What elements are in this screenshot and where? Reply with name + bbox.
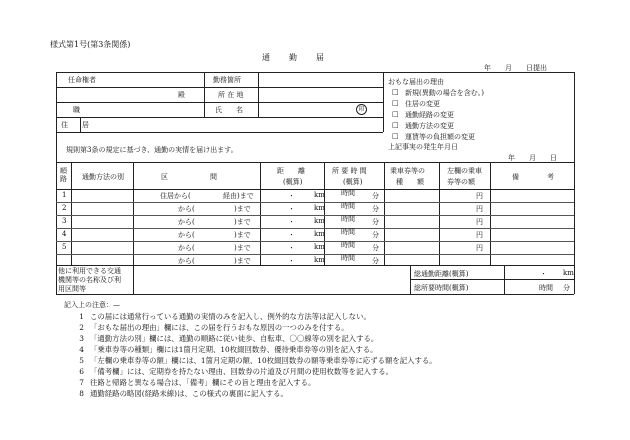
section-from: から( (178, 244, 195, 252)
time-min: 分 (372, 231, 379, 239)
time-hour: 時間 (341, 215, 355, 223)
checkbox-icon[interactable]: □ (392, 99, 399, 107)
note-number: 1 (79, 312, 84, 321)
time-min: 分 (372, 192, 379, 200)
header-left-fare-amount: 券等の額 (447, 178, 475, 186)
note-text: 「おもな届出の理由」欄には、この届を行うおもな原因の一つのみを付する。 (90, 323, 349, 332)
occurrence-label: 上記事実の発生年月日 (388, 143, 458, 151)
distance-unit: km (314, 217, 325, 225)
section-via: 経由)まで (223, 192, 254, 200)
distance-dot: ・ (288, 257, 295, 265)
reasons-heading: おもな届出の理由 (388, 78, 444, 86)
section-via: )まで (234, 218, 251, 226)
header-section: 区 間 (161, 173, 217, 181)
header-time-approx: (概算) (343, 178, 363, 186)
location-label: 所 在 地 (218, 91, 244, 99)
total-distance-label: 総通勤距離(概算) (414, 270, 469, 278)
distance-unit: km (314, 243, 325, 251)
row-number: 4 (62, 230, 67, 238)
note-item (70, 388, 288, 399)
distance-unit: km (314, 256, 325, 264)
statement: 規則第3条の規定に基づき、通勤の実情を届け出ます。 (66, 146, 238, 154)
note-number: 2 (79, 323, 84, 332)
total-distance-dot: ・ (540, 270, 547, 278)
section-from: 住居から( (160, 192, 191, 200)
notes-heading: 記入上の注意：— (64, 301, 120, 309)
checkbox-icon[interactable]: □ (392, 121, 399, 129)
frame-top (56, 72, 574, 73)
header-distance-approx: (概算) (283, 178, 303, 186)
honorific: 殿 (178, 91, 185, 99)
note-text: 「乗車券等の種類」欄には1箇月定期、10枚綴回数券、優待乗車券等の別を記入する。 (90, 345, 378, 354)
note-text: 通勤経路の略図(経路未線)は、この様式の裏面に記入する。 (90, 389, 288, 398)
frame-bottom (56, 294, 574, 295)
row-number: 1 (62, 191, 67, 199)
fare-yen: 円 (476, 192, 483, 200)
distance-dot: ・ (288, 205, 295, 213)
distance-dot: ・ (288, 218, 295, 226)
time-hour: 時間 (341, 202, 355, 210)
row-number: 3 (62, 217, 67, 225)
total-time-hour: 時間 (539, 284, 553, 292)
reason-item: 住居の変更 (405, 100, 440, 108)
note-number: 8 (79, 389, 84, 398)
checkbox-icon[interactable]: □ (392, 88, 399, 96)
note-text: 往路と帰路と異なる場合は、「備考」欄にその旨と理由を記入する。 (90, 378, 316, 387)
distance-dot: ・ (288, 244, 295, 252)
section-from: から( (178, 205, 195, 213)
time-min: 分 (372, 257, 379, 265)
reason-item: 通勤方法の変更 (405, 122, 454, 130)
section-via: )まで (234, 231, 251, 239)
total-time-label: 総所要時間(概算) (414, 284, 469, 292)
total-distance-unit: km (563, 269, 574, 277)
name-label: 氏 名 (215, 106, 243, 114)
header-remarks: 備 考 (512, 173, 554, 181)
submission-date: 年 月 日提出 (484, 64, 547, 72)
time-min: 分 (372, 218, 379, 226)
header-method: 通勤方法の別 (82, 173, 124, 181)
distance-unit: km (314, 230, 325, 238)
form-title: 通 勤 届 (262, 53, 325, 62)
note-item (70, 344, 378, 355)
occurrence-date: 年 月 日 (508, 154, 557, 162)
appointer-label: 任命権者 (68, 76, 96, 84)
row-number: 5 (62, 243, 67, 251)
note-item (70, 355, 437, 366)
time-min: 分 (372, 205, 379, 213)
fare-yen: 円 (476, 205, 483, 213)
checkbox-icon[interactable]: □ (392, 132, 399, 140)
header-time: 所 要 時 間 (332, 167, 367, 175)
section-from: から( (178, 231, 195, 239)
fare-yen: 円 (476, 231, 483, 239)
header-fare: 乗車券等の (390, 167, 425, 175)
fare-yen: 円 (476, 244, 483, 252)
note-number: 5 (79, 356, 84, 365)
distance-dot: ・ (288, 231, 295, 239)
header-number: 順路 (60, 167, 67, 183)
row-number: 2 (62, 204, 67, 212)
distance-unit: km (314, 204, 325, 212)
time-hour: 時間 (341, 228, 355, 236)
reason-item: 運賃等の負担額の変更 (405, 133, 475, 141)
time-hour: 時間 (341, 254, 355, 262)
frame-right (574, 72, 575, 294)
note-text: 「備考欄」には、定期券を持たない理由、回数券の片道及び月間の使用枚数等を記入する。 (90, 367, 394, 376)
note-item (70, 322, 349, 333)
section-from: から( (178, 257, 195, 265)
position-label: 職 (73, 106, 80, 114)
note-item (70, 333, 378, 344)
header-fare-kind: 種 額 (396, 178, 424, 186)
time-hour: 時間 (341, 241, 355, 249)
time-hour: 時間 (341, 189, 355, 197)
note-number: 3 (79, 334, 84, 343)
note-number: 6 (79, 367, 84, 376)
note-item (70, 366, 393, 377)
section-from: から( (178, 218, 195, 226)
note-number: 7 (79, 378, 84, 387)
workplace-label: 勤務箇所 (213, 76, 241, 84)
form-number: 様式第1号(第3条関係) (50, 40, 131, 49)
seal-icon: 印 (356, 104, 367, 115)
note-number: 4 (79, 345, 84, 354)
frame-left (56, 72, 57, 294)
note-text: 「通勤方法の別」欄には、通勤の順路に従い徒歩、自転車、〇〇線等の別を記入する。 (90, 334, 379, 343)
fare-yen: 円 (476, 218, 483, 226)
note-item (70, 377, 315, 388)
header-left-fare: 左欄の乗車 (447, 167, 482, 175)
note-text: 「左欄の乗車券等の額」欄には、1箇月定期の額、10枚綴回数券の額等乗車券等に応ずる額を記入する。 (90, 356, 437, 365)
note-text: この届には通常行っている通勤の実情のみを記入し、例外的な方法等は記入しない。 (90, 312, 371, 321)
checkbox-icon[interactable]: □ (392, 110, 399, 118)
reason-item: 新規(異動の場合を含む。) (405, 89, 484, 97)
section-via: )まで (234, 205, 251, 213)
section-via: )まで (234, 257, 251, 265)
distance-dot: ・ (288, 192, 295, 200)
address-label: 住 居 (61, 121, 89, 129)
section-via: )まで (234, 244, 251, 252)
header-distance: 距 離 (277, 167, 305, 175)
reason-item: 通勤経路の変更 (405, 111, 454, 119)
note-item (70, 311, 371, 322)
distance-unit: km (314, 191, 325, 199)
time-min: 分 (372, 244, 379, 252)
reasons-divider (383, 72, 384, 132)
other-transport-label: 他に利用できる交通 機関等の名称及び利 用区間等 (58, 267, 121, 293)
total-time-min: 分 (563, 284, 570, 292)
